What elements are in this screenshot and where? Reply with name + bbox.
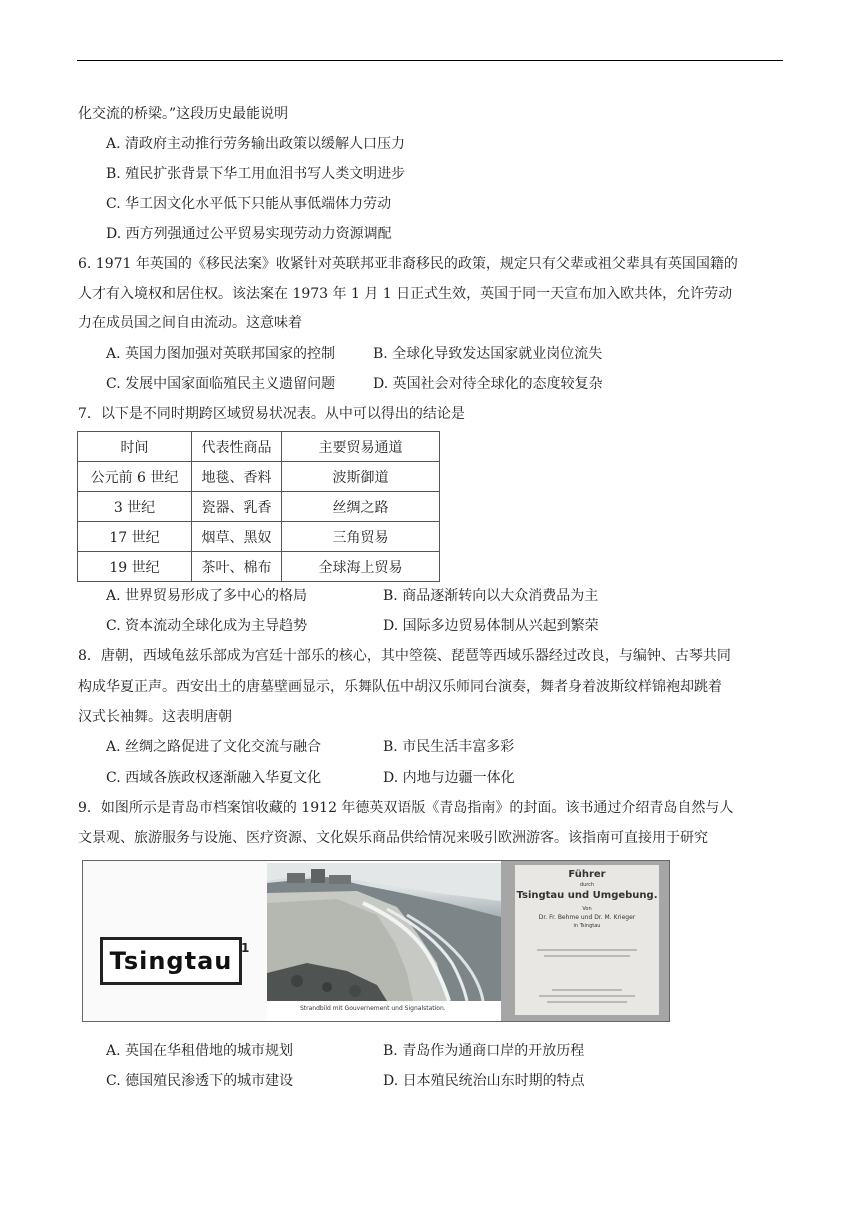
- beach-photo: [267, 863, 501, 1001]
- q7-option-d: D. 国际多边贸易体制从兴起到繁荣: [383, 618, 599, 634]
- table-cell: 三角贸易: [282, 522, 440, 552]
- q6-stem-line-3: 力在成员国之间自由流动。这意味着: [78, 315, 302, 331]
- q8-option-a: A. 丝绸之路促进了文化交流与融合: [106, 739, 322, 755]
- q9-option-a: A. 英国在华租借地的城市规划: [106, 1043, 294, 1059]
- q5-stem-tail: 化交流的桥梁。”这段历史最能说明: [78, 106, 289, 122]
- table-cell: 17 世纪: [78, 522, 192, 552]
- cover-page: [515, 865, 659, 1015]
- q8-option-d: D. 内地与边疆一体化: [383, 770, 515, 786]
- q6-option-b: B. 全球化导致发达国家就业岗位流失: [373, 346, 603, 362]
- q5-option-a: A. 清政府主动推行劳务输出政策以缓解人口压力: [106, 136, 406, 152]
- table-row: [78, 462, 440, 492]
- table-row: [78, 552, 440, 582]
- cover-title-top: Führer: [568, 869, 606, 880]
- q7-option-c: C. 资本流动全球化成为主导趋势: [106, 618, 308, 634]
- qingdao-guide-figure: [82, 860, 670, 1022]
- q7-option-a: A. 世界贸易形成了多中心的格局: [106, 588, 308, 604]
- table-header-cell: 时间: [78, 432, 192, 462]
- table-cell: 茶叶、棉布: [192, 552, 282, 582]
- q8-option-c: C. 西域各族政权逐渐融入华夏文化: [106, 770, 322, 786]
- cover-text-block: [544, 955, 630, 957]
- table-cell: 瓷器、乳香: [192, 492, 282, 522]
- cover-text-block: [547, 1001, 627, 1003]
- table-cell: 丝绸之路: [282, 492, 440, 522]
- q8-option-b: B. 市民生活丰富多彩: [383, 739, 515, 755]
- table-row: [78, 522, 440, 552]
- q6-option-c: C. 发展中国家面临殖民主义遗留问题: [106, 376, 336, 392]
- q7-option-b: B. 商品逐渐转向以大众消费品为主: [383, 588, 599, 604]
- cover-text-block: [552, 989, 622, 991]
- q8-stem-line-3: 汉式长袖舞。这表明唐朝: [78, 709, 232, 725]
- q5-option-c: C. 华工因文化水平低下只能从事低端体力劳动: [106, 196, 392, 212]
- table-cell: 全球海上贸易: [282, 552, 440, 582]
- q9-option-c: C. 德国殖民渗透下的城市建设: [106, 1073, 294, 1089]
- cover-text-block: [537, 949, 637, 951]
- street-sign-mark: 1: [241, 941, 250, 955]
- q5-option-b: B. 殖民扩张背景下华工用血泪书写人类文明进步: [106, 166, 406, 182]
- cover-place: in Tsingtau: [573, 923, 601, 929]
- table-cell: 19 世纪: [78, 552, 192, 582]
- q8-stem-line-1: 8．唐朝，西域龟兹乐部成为宫廷十部乐的核心，其中箜篌、琵琶等西域乐器经过改良，与编钟、古琴共同: [78, 648, 731, 664]
- cover-title-main: Tsingtau und Umgebung.: [516, 890, 658, 901]
- table-cell: 公元前 6 世纪: [78, 462, 192, 492]
- q9-stem-line-2: 文景观、旅游服务与设施、医疗资源、文化娱乐商品供给情况来吸引欧洲游客。该指南可直接用于研究: [78, 830, 708, 846]
- cover-authors: Dr. Fr. Behme und Dr. M. Krieger: [538, 914, 636, 921]
- q8-stem-line-2: 构成华夏正声。西安出土的唐墓壁画显示，乐舞队伍中胡汉乐师同台演奏，舞者身着波斯纹样锦袍却跳着: [78, 679, 722, 695]
- cover-text-block: [539, 995, 635, 997]
- q9-option-b: B. 青岛作为通商口岸的开放历程: [383, 1043, 585, 1059]
- table-header-cell: 代表性商品: [192, 432, 282, 462]
- table-cell: 地毯、香料: [192, 462, 282, 492]
- street-sign-panel: [83, 861, 267, 1021]
- table-cell: 3 世纪: [78, 492, 192, 522]
- table-cell: 烟草、黑奴: [192, 522, 282, 552]
- beach-photo-drawing: [267, 863, 501, 1001]
- table-cell: 波斯御道: [282, 462, 440, 492]
- q6-option-a: A. 英国力图加强对英联邦国家的控制: [106, 346, 336, 362]
- guide-cover: [501, 861, 669, 1021]
- q7-stem: 7．以下是不同时期跨区域贸易状况表。从中可以得出的结论是: [78, 406, 465, 422]
- cover-authors-prefix: Von: [582, 906, 592, 912]
- q9-stem-line-1: 9．如图所示是青岛市档案馆收藏的 1912 年德英双语版《青岛指南》的封面。该书通过介绍青岛自然与人: [78, 800, 734, 816]
- q9-option-d: D. 日本殖民统治山东时期的特点: [383, 1073, 585, 1089]
- header-rule: [77, 60, 783, 61]
- q5-option-d: D. 西方列强通过公平贸易实现劳动力资源调配: [106, 226, 392, 242]
- q6-option-d: D. 英国社会对待全球化的态度较复杂: [373, 376, 603, 392]
- tsingtau-street-sign: Tsingtau: [100, 937, 242, 985]
- q6-stem-line-1: 6. 1971 年英国的《移民法案》收紧针对英联邦亚非裔移民的政策，规定只有父辈或祖父辈具有英国国籍的: [78, 256, 738, 272]
- table-header-row: [78, 432, 440, 462]
- trade-table: [77, 431, 440, 582]
- photo-caption: Strandbild mit Gouvernement und Signalstation.: [300, 1005, 446, 1012]
- table-row: [78, 492, 440, 522]
- table-header-cell: 主要贸易通道: [282, 432, 440, 462]
- q6-stem-line-2: 人才有入境权和居住权。该法案在 1973 年 1 月 1 日正式生效，英国于同一天宣布加入欧共体，允许劳动: [78, 286, 733, 302]
- cover-title-small: durch: [579, 882, 595, 888]
